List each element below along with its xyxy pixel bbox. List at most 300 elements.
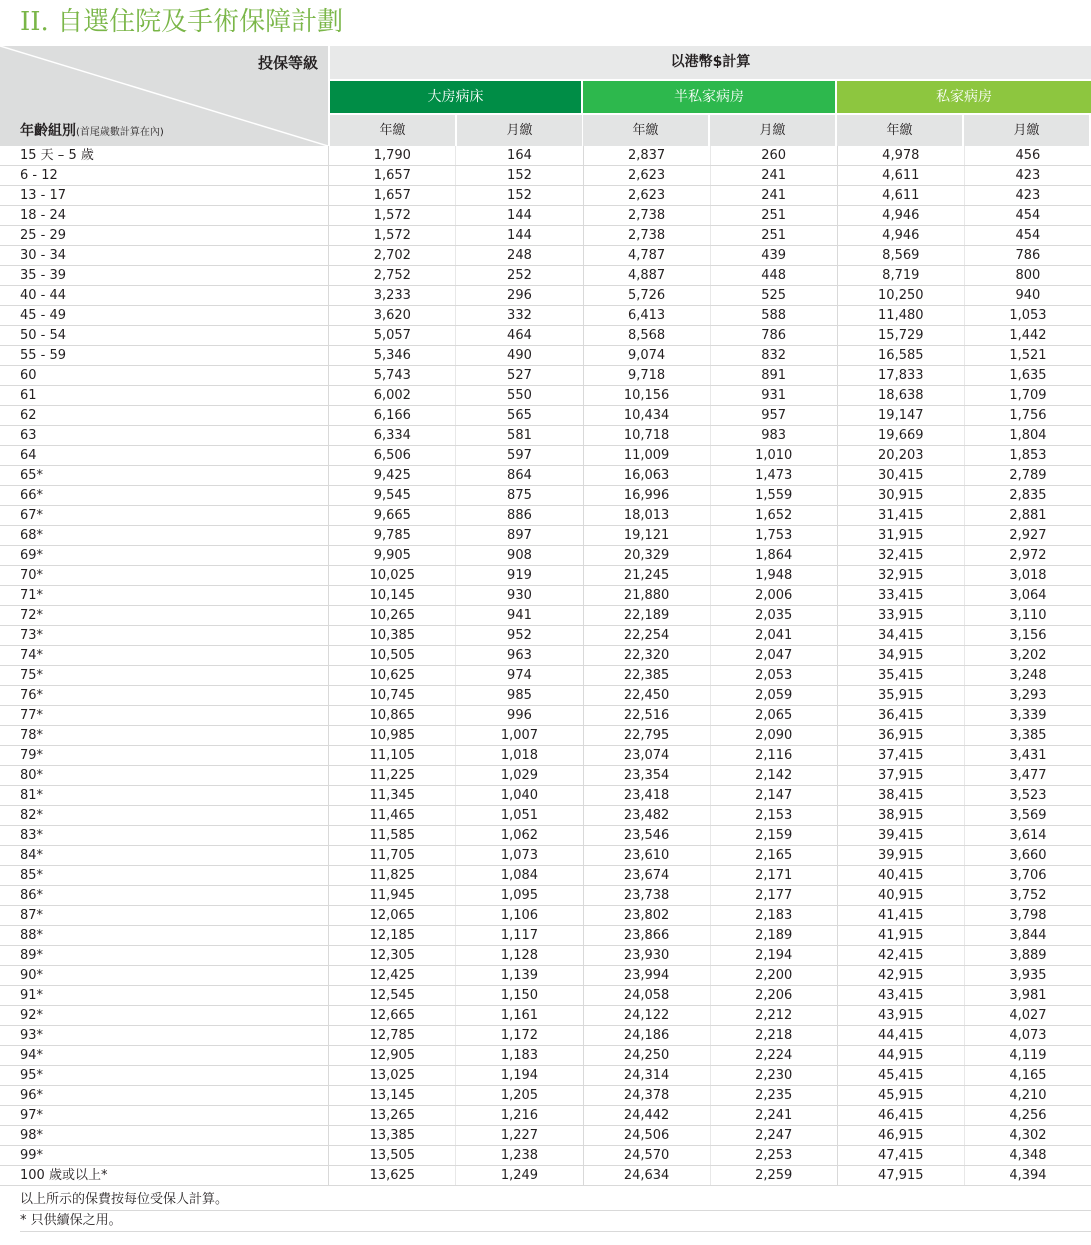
monthly-premium-cell: 248 <box>456 246 583 266</box>
monthly-premium-cell: 1,804 <box>964 426 1091 446</box>
monthly-premium-cell: 940 <box>964 286 1091 306</box>
age-group-cell: 13 - 17 <box>0 186 329 206</box>
monthly-premium-cell: 3,844 <box>964 926 1091 946</box>
table-row <box>0 826 1091 846</box>
monthly-premium-cell: 2,159 <box>710 826 837 846</box>
monthly-premium-cell: 251 <box>710 226 837 246</box>
monthly-premium-cell: 527 <box>456 366 583 386</box>
annual-premium-cell: 9,785 <box>329 526 456 546</box>
table-row <box>0 1006 1091 1026</box>
age-group-cell: 87* <box>0 906 329 926</box>
table-row <box>0 806 1091 826</box>
annual-premium-cell: 39,415 <box>837 826 964 846</box>
subcol-monthly: 月繳 <box>964 115 1089 146</box>
monthly-premium-cell: 897 <box>456 526 583 546</box>
annual-premium-cell: 2,738 <box>583 206 710 226</box>
monthly-premium-cell: 800 <box>964 266 1091 286</box>
annual-premium-cell: 11,705 <box>329 846 456 866</box>
monthly-premium-cell: 864 <box>456 466 583 486</box>
monthly-premium-cell: 2,247 <box>710 1126 837 1146</box>
annual-premium-cell: 8,569 <box>837 246 964 266</box>
table-row <box>0 666 1091 686</box>
annual-premium-cell: 5,346 <box>329 346 456 366</box>
monthly-premium-cell: 957 <box>710 406 837 426</box>
annual-premium-cell: 4,978 <box>837 146 964 166</box>
header-corner-cell <box>0 46 328 146</box>
annual-premium-cell: 34,915 <box>837 646 964 666</box>
monthly-premium-cell: 2,171 <box>710 866 837 886</box>
monthly-premium-cell: 1,227 <box>456 1126 583 1146</box>
table-row <box>0 306 1091 326</box>
age-group-cell: 90* <box>0 966 329 986</box>
annual-premium-cell: 12,785 <box>329 1026 456 1046</box>
age-group-cell: 50 - 54 <box>0 326 329 346</box>
annual-premium-cell: 12,065 <box>329 906 456 926</box>
premium-table-body <box>0 146 1091 1186</box>
annual-premium-cell: 24,250 <box>583 1046 710 1066</box>
monthly-premium-cell: 3,981 <box>964 986 1091 1006</box>
table-row <box>0 346 1091 366</box>
table-row <box>0 946 1091 966</box>
age-group-cell: 45 - 49 <box>0 306 329 326</box>
annual-premium-cell: 12,665 <box>329 1006 456 1026</box>
annual-premium-cell: 23,866 <box>583 926 710 946</box>
annual-premium-cell: 23,994 <box>583 966 710 986</box>
monthly-premium-cell: 908 <box>456 546 583 566</box>
monthly-premium-cell: 3,339 <box>964 706 1091 726</box>
annual-premium-cell: 24,506 <box>583 1126 710 1146</box>
monthly-premium-cell: 1,756 <box>964 406 1091 426</box>
annual-premium-cell: 18,013 <box>583 506 710 526</box>
monthly-premium-cell: 2,200 <box>710 966 837 986</box>
table-row <box>0 366 1091 386</box>
annual-premium-cell: 13,025 <box>329 1066 456 1086</box>
table-row <box>0 466 1091 486</box>
ward-header-private: 私家病房 <box>837 81 1091 113</box>
ward-header-semi-private: 半私家病房 <box>583 81 835 113</box>
monthly-premium-cell: 996 <box>456 706 583 726</box>
annual-premium-cell: 45,915 <box>837 1086 964 1106</box>
monthly-premium-cell: 1,521 <box>964 346 1091 366</box>
monthly-premium-cell: 952 <box>456 626 583 646</box>
age-group-note: (首尾歲數計算在內) <box>76 127 164 138</box>
annual-premium-cell: 13,385 <box>329 1126 456 1146</box>
age-group-cell: 62 <box>0 406 329 426</box>
table-row <box>0 786 1091 806</box>
annual-premium-cell: 47,415 <box>837 1146 964 1166</box>
table-row <box>0 766 1091 786</box>
annual-premium-cell: 5,743 <box>329 366 456 386</box>
annual-premium-cell: 23,674 <box>583 866 710 886</box>
subcol-monthly: 月繳 <box>710 115 835 146</box>
monthly-premium-cell: 2,006 <box>710 586 837 606</box>
monthly-premium-cell: 2,253 <box>710 1146 837 1166</box>
monthly-premium-cell: 3,523 <box>964 786 1091 806</box>
annual-premium-cell: 23,610 <box>583 846 710 866</box>
monthly-premium-cell: 456 <box>964 146 1091 166</box>
age-group-cell: 88* <box>0 926 329 946</box>
monthly-premium-cell: 2,206 <box>710 986 837 1006</box>
age-group-cell: 86* <box>0 886 329 906</box>
monthly-premium-cell: 2,041 <box>710 626 837 646</box>
annual-premium-cell: 13,145 <box>329 1086 456 1106</box>
monthly-premium-cell: 3,889 <box>964 946 1091 966</box>
annual-premium-cell: 15,729 <box>837 326 964 346</box>
monthly-premium-cell: 1,018 <box>456 746 583 766</box>
age-group-cell: 91* <box>0 986 329 1006</box>
age-group-cell: 63 <box>0 426 329 446</box>
annual-premium-cell: 24,314 <box>583 1066 710 1086</box>
annual-premium-cell: 4,611 <box>837 186 964 206</box>
monthly-premium-cell: 260 <box>710 146 837 166</box>
monthly-premium-cell: 2,047 <box>710 646 837 666</box>
table-row <box>0 446 1091 466</box>
annual-premium-cell: 10,434 <box>583 406 710 426</box>
age-group-cell: 25 - 29 <box>0 226 329 246</box>
annual-premium-cell: 37,415 <box>837 746 964 766</box>
annual-premium-cell: 38,915 <box>837 806 964 826</box>
age-group-cell: 92* <box>0 1006 329 1026</box>
table-row <box>0 426 1091 446</box>
annual-premium-cell: 11,585 <box>329 826 456 846</box>
monthly-premium-cell: 974 <box>456 666 583 686</box>
monthly-premium-cell: 3,477 <box>964 766 1091 786</box>
age-group-cell: 78* <box>0 726 329 746</box>
age-group-cell: 30 - 34 <box>0 246 329 266</box>
annual-premium-cell: 19,669 <box>837 426 964 446</box>
monthly-premium-cell: 588 <box>710 306 837 326</box>
monthly-premium-cell: 152 <box>456 186 583 206</box>
annual-premium-cell: 11,945 <box>329 886 456 906</box>
monthly-premium-cell: 1,194 <box>456 1066 583 1086</box>
annual-premium-cell: 13,625 <box>329 1166 456 1186</box>
annual-premium-cell: 10,985 <box>329 726 456 746</box>
subcol-annual: 年繳 <box>330 115 455 146</box>
subcol-annual: 年繳 <box>837 115 962 146</box>
annual-premium-cell: 11,480 <box>837 306 964 326</box>
table-row <box>0 226 1091 246</box>
annual-premium-cell: 24,122 <box>583 1006 710 1026</box>
annual-premium-cell: 34,415 <box>837 626 964 646</box>
monthly-premium-cell: 2,090 <box>710 726 837 746</box>
table-row <box>0 866 1091 886</box>
annual-premium-cell: 22,189 <box>583 606 710 626</box>
monthly-premium-cell: 875 <box>456 486 583 506</box>
annual-premium-cell: 22,320 <box>583 646 710 666</box>
monthly-premium-cell: 454 <box>964 226 1091 246</box>
annual-premium-cell: 2,623 <box>583 166 710 186</box>
table-row <box>0 1046 1091 1066</box>
annual-premium-cell: 9,905 <box>329 546 456 566</box>
annual-premium-cell: 1,657 <box>329 166 456 186</box>
annual-premium-cell: 38,415 <box>837 786 964 806</box>
table-row <box>0 966 1091 986</box>
monthly-premium-cell: 4,073 <box>964 1026 1091 1046</box>
annual-premium-cell: 1,572 <box>329 226 456 246</box>
monthly-premium-cell: 1,053 <box>964 306 1091 326</box>
table-row <box>0 566 1091 586</box>
monthly-premium-cell: 3,569 <box>964 806 1091 826</box>
monthly-premium-cell: 3,935 <box>964 966 1091 986</box>
age-group-cell: 61 <box>0 386 329 406</box>
monthly-premium-cell: 1,029 <box>456 766 583 786</box>
monthly-premium-cell: 1,117 <box>456 926 583 946</box>
annual-premium-cell: 2,623 <box>583 186 710 206</box>
annual-premium-cell: 8,568 <box>583 326 710 346</box>
monthly-premium-cell: 164 <box>456 146 583 166</box>
monthly-premium-cell: 1,183 <box>456 1046 583 1066</box>
age-group-cell: 93* <box>0 1026 329 1046</box>
annual-premium-cell: 12,425 <box>329 966 456 986</box>
age-group-cell: 95* <box>0 1066 329 1086</box>
annual-premium-cell: 22,254 <box>583 626 710 646</box>
table-row <box>0 286 1091 306</box>
annual-premium-cell: 11,345 <box>329 786 456 806</box>
table-row <box>0 486 1091 506</box>
monthly-premium-cell: 439 <box>710 246 837 266</box>
footnote-premium: 以上所示的保費按每位受保人計算。 <box>20 1190 1091 1211</box>
table-row <box>0 686 1091 706</box>
table-row <box>0 606 1091 626</box>
annual-premium-cell: 24,634 <box>583 1166 710 1186</box>
table-row <box>0 1086 1091 1106</box>
monthly-premium-cell: 2,059 <box>710 686 837 706</box>
monthly-premium-cell: 1,948 <box>710 566 837 586</box>
monthly-premium-cell: 332 <box>456 306 583 326</box>
annual-premium-cell: 4,946 <box>837 226 964 246</box>
monthly-premium-cell: 1,249 <box>456 1166 583 1186</box>
monthly-premium-cell: 4,394 <box>964 1166 1091 1186</box>
annual-premium-cell: 22,450 <box>583 686 710 706</box>
annual-premium-cell: 6,506 <box>329 446 456 466</box>
monthly-premium-cell: 252 <box>456 266 583 286</box>
monthly-premium-cell: 1,010 <box>710 446 837 466</box>
monthly-premium-cell: 2,212 <box>710 1006 837 1026</box>
table-row <box>0 166 1091 186</box>
monthly-premium-cell: 985 <box>456 686 583 706</box>
monthly-premium-cell: 2,259 <box>710 1166 837 1186</box>
monthly-premium-cell: 2,177 <box>710 886 837 906</box>
monthly-premium-cell: 3,202 <box>964 646 1091 666</box>
monthly-premium-cell: 1,073 <box>456 846 583 866</box>
monthly-premium-cell: 144 <box>456 226 583 246</box>
monthly-premium-cell: 1,709 <box>964 386 1091 406</box>
table-header <box>0 46 1091 146</box>
annual-premium-cell: 41,415 <box>837 906 964 926</box>
monthly-premium-cell: 448 <box>710 266 837 286</box>
monthly-premium-cell: 2,927 <box>964 526 1091 546</box>
annual-premium-cell: 35,415 <box>837 666 964 686</box>
table-row <box>0 906 1091 926</box>
annual-premium-cell: 4,787 <box>583 246 710 266</box>
annual-premium-cell: 44,415 <box>837 1026 964 1046</box>
annual-premium-cell: 13,265 <box>329 1106 456 1126</box>
age-group-cell: 71* <box>0 586 329 606</box>
monthly-premium-cell: 423 <box>964 166 1091 186</box>
age-group-cell: 96* <box>0 1086 329 1106</box>
annual-premium-cell: 43,915 <box>837 1006 964 1026</box>
age-group-cell: 74* <box>0 646 329 666</box>
monthly-premium-cell: 2,835 <box>964 486 1091 506</box>
annual-premium-cell: 22,516 <box>583 706 710 726</box>
table-row <box>0 586 1091 606</box>
monthly-premium-cell: 565 <box>456 406 583 426</box>
footnotes <box>20 1190 1091 1232</box>
annual-premium-cell: 1,790 <box>329 146 456 166</box>
monthly-premium-cell: 941 <box>456 606 583 626</box>
annual-premium-cell: 22,795 <box>583 726 710 746</box>
table-row <box>0 926 1091 946</box>
annual-premium-cell: 24,570 <box>583 1146 710 1166</box>
annual-premium-cell: 6,166 <box>329 406 456 426</box>
monthly-premium-cell: 152 <box>456 166 583 186</box>
currency-label: 以港幣$計算 <box>330 46 1091 79</box>
annual-premium-cell: 17,833 <box>837 366 964 386</box>
annual-premium-cell: 10,156 <box>583 386 710 406</box>
monthly-premium-cell: 4,256 <box>964 1106 1091 1126</box>
monthly-premium-cell: 3,614 <box>964 826 1091 846</box>
monthly-premium-cell: 919 <box>456 566 583 586</box>
monthly-premium-cell: 550 <box>456 386 583 406</box>
annual-premium-cell: 10,718 <box>583 426 710 446</box>
monthly-premium-cell: 1,062 <box>456 826 583 846</box>
annual-premium-cell: 12,185 <box>329 926 456 946</box>
annual-premium-cell: 9,718 <box>583 366 710 386</box>
table-row <box>0 646 1091 666</box>
annual-premium-cell: 31,915 <box>837 526 964 546</box>
annual-premium-cell: 9,425 <box>329 466 456 486</box>
monthly-premium-cell: 1,635 <box>964 366 1091 386</box>
annual-premium-cell: 10,865 <box>329 706 456 726</box>
monthly-premium-cell: 931 <box>710 386 837 406</box>
age-group-cell: 6 - 12 <box>0 166 329 186</box>
monthly-premium-cell: 3,156 <box>964 626 1091 646</box>
age-group-cell: 89* <box>0 946 329 966</box>
table-row <box>0 1066 1091 1086</box>
monthly-premium-cell: 786 <box>710 326 837 346</box>
annual-premium-cell: 1,657 <box>329 186 456 206</box>
table-row <box>0 326 1091 346</box>
monthly-premium-cell: 3,293 <box>964 686 1091 706</box>
monthly-premium-cell: 886 <box>456 506 583 526</box>
age-group-cell: 35 - 39 <box>0 266 329 286</box>
monthly-premium-cell: 2,165 <box>710 846 837 866</box>
annual-premium-cell: 3,620 <box>329 306 456 326</box>
annual-premium-cell: 24,186 <box>583 1026 710 1046</box>
monthly-premium-cell: 1,216 <box>456 1106 583 1126</box>
age-group-cell: 83* <box>0 826 329 846</box>
annual-premium-cell: 36,915 <box>837 726 964 746</box>
annual-premium-cell: 32,415 <box>837 546 964 566</box>
monthly-premium-cell: 3,385 <box>964 726 1091 746</box>
table-row <box>0 266 1091 286</box>
annual-premium-cell: 47,915 <box>837 1166 964 1186</box>
monthly-premium-cell: 1,139 <box>456 966 583 986</box>
monthly-premium-cell: 2,053 <box>710 666 837 686</box>
annual-premium-cell: 30,915 <box>837 486 964 506</box>
ward-header-general: 大房病床 <box>330 81 581 113</box>
table-row <box>0 186 1091 206</box>
monthly-premium-cell: 3,798 <box>964 906 1091 926</box>
age-group-cell: 100 歲或以上* <box>0 1166 329 1186</box>
monthly-premium-cell: 1,864 <box>710 546 837 566</box>
annual-premium-cell: 6,413 <box>583 306 710 326</box>
monthly-premium-cell: 4,027 <box>964 1006 1091 1026</box>
annual-premium-cell: 12,905 <box>329 1046 456 1066</box>
monthly-premium-cell: 3,248 <box>964 666 1091 686</box>
annual-premium-cell: 9,074 <box>583 346 710 366</box>
monthly-premium-cell: 786 <box>964 246 1091 266</box>
table-row <box>0 406 1091 426</box>
footnote-renewal: * 只供續保之用。 <box>20 1211 1091 1232</box>
age-group-cell: 76* <box>0 686 329 706</box>
annual-premium-cell: 12,545 <box>329 986 456 1006</box>
annual-premium-cell: 3,233 <box>329 286 456 306</box>
annual-premium-cell: 42,915 <box>837 966 964 986</box>
annual-premium-cell: 10,265 <box>329 606 456 626</box>
monthly-premium-cell: 1,106 <box>456 906 583 926</box>
annual-premium-cell: 37,915 <box>837 766 964 786</box>
premium-table <box>0 146 1091 1186</box>
annual-premium-cell: 46,415 <box>837 1106 964 1126</box>
annual-premium-cell: 21,245 <box>583 566 710 586</box>
annual-premium-cell: 10,385 <box>329 626 456 646</box>
annual-premium-cell: 11,465 <box>329 806 456 826</box>
age-group-cell: 98* <box>0 1126 329 1146</box>
monthly-premium-cell: 2,230 <box>710 1066 837 1086</box>
table-row <box>0 506 1091 526</box>
annual-premium-cell: 16,585 <box>837 346 964 366</box>
age-group-cell: 79* <box>0 746 329 766</box>
monthly-premium-cell: 1,150 <box>456 986 583 1006</box>
age-group-cell: 40 - 44 <box>0 286 329 306</box>
annual-premium-cell: 40,915 <box>837 886 964 906</box>
monthly-premium-cell: 454 <box>964 206 1091 226</box>
annual-premium-cell: 20,329 <box>583 546 710 566</box>
monthly-premium-cell: 2,116 <box>710 746 837 766</box>
annual-premium-cell: 23,802 <box>583 906 710 926</box>
monthly-premium-cell: 464 <box>456 326 583 346</box>
annual-premium-cell: 22,385 <box>583 666 710 686</box>
annual-premium-cell: 23,930 <box>583 946 710 966</box>
table-row <box>0 1026 1091 1046</box>
monthly-premium-cell: 581 <box>456 426 583 446</box>
annual-premium-cell: 6,002 <box>329 386 456 406</box>
annual-premium-cell: 16,063 <box>583 466 710 486</box>
table-row <box>0 1126 1091 1146</box>
table-row <box>0 726 1091 746</box>
age-group-cell: 18 - 24 <box>0 206 329 226</box>
monthly-premium-cell: 2,972 <box>964 546 1091 566</box>
age-group-cell: 84* <box>0 846 329 866</box>
annual-premium-cell: 24,058 <box>583 986 710 1006</box>
table-row <box>0 986 1091 1006</box>
annual-premium-cell: 4,946 <box>837 206 964 226</box>
annual-premium-cell: 10,025 <box>329 566 456 586</box>
annual-premium-cell: 16,996 <box>583 486 710 506</box>
monthly-premium-cell: 3,660 <box>964 846 1091 866</box>
monthly-premium-cell: 2,183 <box>710 906 837 926</box>
monthly-premium-cell: 241 <box>710 186 837 206</box>
age-group-cell: 85* <box>0 866 329 886</box>
annual-premium-cell: 45,415 <box>837 1066 964 1086</box>
annual-premium-cell: 39,915 <box>837 846 964 866</box>
annual-premium-cell: 23,546 <box>583 826 710 846</box>
annual-premium-cell: 11,225 <box>329 766 456 786</box>
annual-premium-cell: 11,825 <box>329 866 456 886</box>
annual-premium-cell: 10,145 <box>329 586 456 606</box>
annual-premium-cell: 41,915 <box>837 926 964 946</box>
